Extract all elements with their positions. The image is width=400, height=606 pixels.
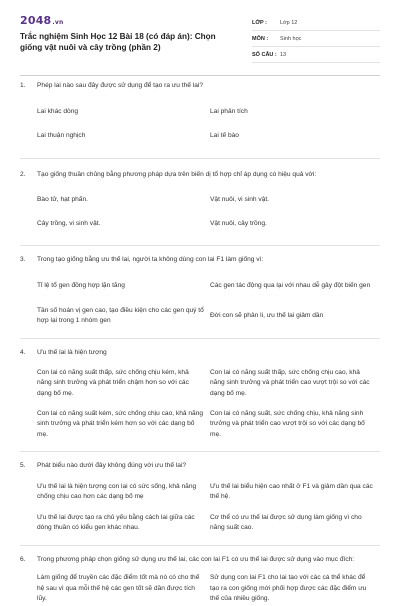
option-list xyxy=(20,367,380,441)
question-heading xyxy=(20,170,380,180)
answer-option[interactable]: Cây trồng, vi sinh vật. xyxy=(37,219,101,227)
answer-option[interactable]: Các gen tác động qua lại với nhau dễ gây đột biến gen xyxy=(210,281,371,289)
site-logo[interactable] xyxy=(20,14,63,27)
question-4 xyxy=(20,348,380,441)
document-header xyxy=(20,14,380,74)
answer-option[interactable]: Vật nuôi, vi sinh vật. xyxy=(210,195,270,203)
meta-table xyxy=(252,15,380,63)
answer-option[interactable]: Cơ thể có ưu thế lai được sử dụng làm giống vì cho năng suất cao. xyxy=(210,513,362,531)
meta-row-count xyxy=(252,47,380,63)
answer-option[interactable]: Lai phân tích xyxy=(210,107,248,115)
option-list xyxy=(20,274,380,328)
answer-option[interactable]: Vật nuôi, cây trồng. xyxy=(210,219,267,227)
question-1 xyxy=(20,81,380,147)
question-divider xyxy=(20,338,380,339)
question-number: 6. xyxy=(20,556,26,563)
meta-key: LỚP : xyxy=(252,19,267,26)
question-divider xyxy=(20,158,380,159)
option-list xyxy=(20,573,380,606)
question-number: 2. xyxy=(20,171,26,178)
meta-row-class xyxy=(252,15,380,31)
answer-option[interactable]: Tỉ lệ tổ gen đồng hợp lặn tăng xyxy=(37,281,125,289)
answer-option[interactable]: Sử dụng con lai F1 cho lai tạo với các cá thể khác để tạo ra con giống mới phối hợp được các đặc điểm ưu thế của nhiều giống. xyxy=(210,574,367,602)
question-text: Phép lai nào sau đây được sử dụng để tạo ra ưu thế lai? xyxy=(37,82,204,89)
question-number: 4. xyxy=(20,349,26,356)
answer-option[interactable]: Ưu thế lai là hiện tượng con lai có sức sống, khả năng chống chịu cao hơn các dạng bố mẹ xyxy=(37,482,197,500)
question-heading xyxy=(20,81,380,91)
question-5 xyxy=(20,461,380,535)
answer-option[interactable]: Bào tử, hạt phấn. xyxy=(37,195,88,203)
question-heading xyxy=(20,461,380,471)
meta-key: SỐ CÂU : xyxy=(252,51,277,58)
question-heading xyxy=(20,255,380,265)
option-list xyxy=(20,480,380,535)
question-number: 5. xyxy=(20,462,26,469)
answer-option[interactable]: Con lai có năng suất thấp, sức chống chịu cao, khả năng sinh trưởng và phát triển cao vượt trội so với các dạng bố mẹ. xyxy=(210,368,370,397)
question-text: Trong tạo giống bằng ưu thế lai, người ta không dùng con lai F1 làm giống vì: xyxy=(37,256,264,263)
meta-value: Lớp 12 xyxy=(280,19,298,26)
question-6 xyxy=(20,555,380,606)
answer-option[interactable]: Con lai có năng suất, sức chống chịu, khả năng sinh trưởng và phát triển cao vượt trội so với các dạng bố mẹ. xyxy=(210,409,365,438)
header-divider xyxy=(20,75,380,76)
answer-option[interactable]: Lai tế bào xyxy=(210,131,239,139)
meta-row-subject xyxy=(252,31,380,47)
question-3 xyxy=(20,255,380,328)
question-list xyxy=(20,81,380,606)
answer-option[interactable]: Lai thuận nghịch xyxy=(37,131,86,139)
question-text: Trong phương pháp chọn giống sử dụng ưu thế lai, các con lai F1 có ưu thế lai được sử dụng vào mục đích: xyxy=(37,556,355,563)
answer-option[interactable]: Lai khác dòng xyxy=(37,107,79,115)
question-heading xyxy=(20,348,380,358)
answer-option[interactable]: Làm giống để truyền các đặc điểm tốt mà nó có cho thế hệ sau vì qua mỗi thế hệ các gen tốt sẽ dần được tích lũy. xyxy=(37,574,200,602)
logo-suffix: .vn xyxy=(52,19,64,26)
answer-option[interactable]: Ưu thế lai được tạo ra chủ yếu bằng cách lai giữa các dòng thuần có kiểu gen khác nhau. xyxy=(37,513,195,531)
option-list xyxy=(20,101,380,147)
page-title: Trắc nghiệm Sinh Học 12 Bài 18 (có đáp án): Chọn giống vật nuôi và cây trồng (phần 2) xyxy=(20,32,216,52)
meta-value: Sinh học xyxy=(280,35,302,42)
answer-option[interactable]: Đời con sẽ phân li, ưu thế lai giảm dần xyxy=(210,311,324,319)
meta-value: 13 xyxy=(280,51,287,58)
question-text: Phát biểu nào dưới đây không đúng với ưu thế lai? xyxy=(37,462,187,469)
question-text: Ưu thế lai là hiện tượng xyxy=(37,349,107,356)
question-heading xyxy=(20,555,380,565)
question-divider xyxy=(20,451,380,452)
logo-text: 2048 xyxy=(20,14,52,27)
question-text: Tạo giống thuần chủng bằng phương pháp dựa trên biến dị tổ hợp chỉ áp dụng có hiệu quả với: xyxy=(37,171,317,178)
option-list xyxy=(20,189,380,235)
answer-option[interactable]: Tần số hoán vị gen cao, tạo điều kiện cho các gen quý tổ hợp lại trong 1 nhóm gen xyxy=(37,306,204,324)
answer-option[interactable]: Ưu thế lai biểu hiện cao nhất ở F1 và giảm dần qua các thế hệ. xyxy=(210,482,373,500)
meta-key: MÔN : xyxy=(252,35,269,42)
question-2 xyxy=(20,170,380,235)
answer-option[interactable]: Con lai có năng suất kém, sức chống chịu cao, khả năng sinh trưởng và phát triển kém hơn so với các dạng bố mẹ. xyxy=(37,409,204,438)
question-divider xyxy=(20,245,380,246)
question-number: 1. xyxy=(20,82,26,89)
answer-option[interactable]: Con lai có năng suất thấp, sức chống chịu kém, khả năng sinh trưởng và phát triển chậm hơn so với các dạng bố mẹ. xyxy=(37,368,189,397)
question-divider xyxy=(20,545,380,546)
question-number: 3. xyxy=(20,256,26,263)
